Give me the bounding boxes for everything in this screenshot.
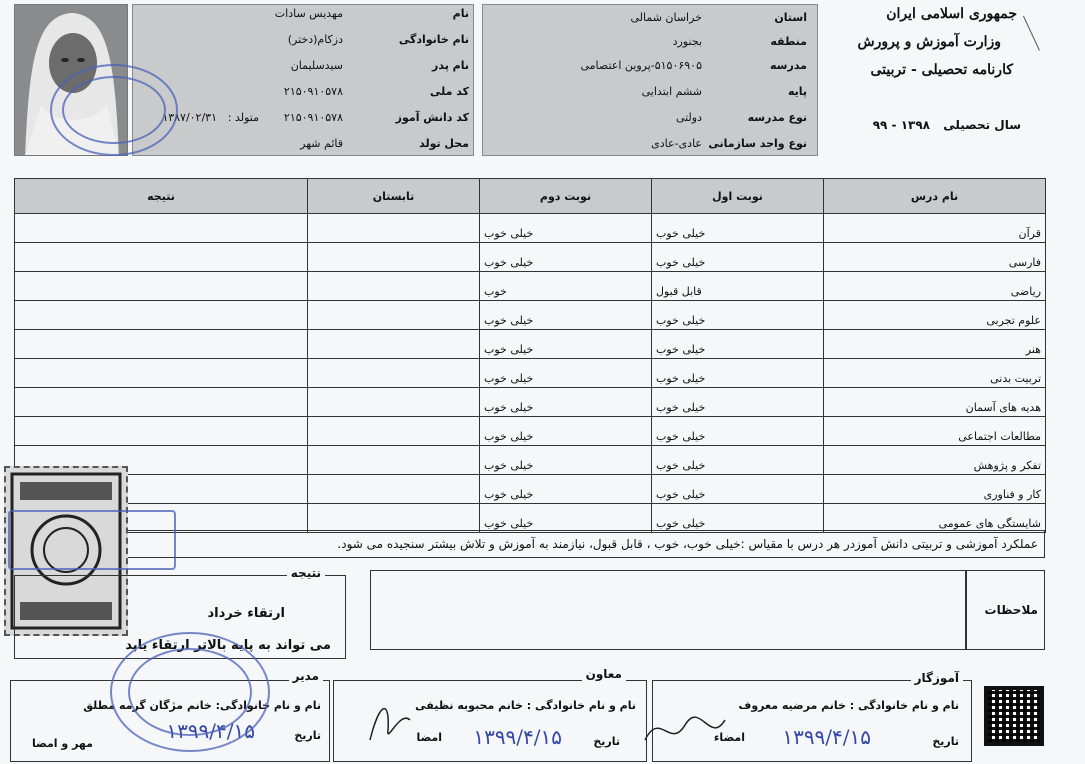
teacher-date-value: ۱۳۹۹/۴/۱۵ (782, 725, 871, 749)
header-result: نتیجه (15, 179, 308, 214)
performance-scale-note: عملکرد آموزشی و تربیتی دانش آموزدر هر درس با مقیاس :خیلی خوب، خوب ، قابل قبول، نیازمند به آموزش و تلاش بیشتر سنجیده می شود. (14, 530, 1045, 558)
unit-type-value: عادی-عادی (651, 137, 702, 150)
term2-cell: خیلی خوب (480, 301, 652, 330)
principal-date-label: تاریخ (294, 729, 321, 742)
term1-cell: خیلی خوب (652, 301, 824, 330)
result-line-1: ارتقاء خرداد (207, 606, 285, 621)
table-row (15, 475, 1046, 504)
subject-cell: فارسی (824, 243, 1046, 272)
result-cell (15, 417, 308, 446)
document-title: کارنامه تحصیلی - تربیتی (870, 62, 1013, 78)
term2-cell: خیلی خوب (480, 388, 652, 417)
deputy-date-value: ۱۳۹۹/۴/۱۵ (473, 725, 562, 749)
result-cell (15, 388, 308, 417)
family-label: نام خانوادگی (398, 33, 469, 46)
remarks-label: ملاحظات (984, 603, 1038, 617)
principal-date-value: ۱۳۹۹/۴/۱۵ (166, 719, 255, 743)
summer-cell (308, 243, 480, 272)
school-year-label: سال تحصیلی (943, 118, 1021, 132)
term2-cell: خوب (480, 272, 652, 301)
result-cell (15, 214, 308, 243)
summer-cell (308, 388, 480, 417)
term2-cell: خیلی خوب (480, 446, 652, 475)
summer-cell (308, 475, 480, 504)
name-label: نام (452, 7, 469, 20)
result-cell (15, 243, 308, 272)
term2-cell: خیلی خوب (480, 214, 652, 243)
subject-cell: مطالعات اجتماعی (824, 417, 1046, 446)
result-line-2: می تواند به پایه بالاتر ارتقاء یابد (125, 638, 331, 653)
school-value: ۵۱۵۰۶۹۰۵-پروین اعتصامی (580, 59, 702, 72)
table-row (15, 388, 1046, 417)
subject-cell: علوم تجربی (824, 301, 1046, 330)
grades-header-row (15, 179, 1046, 214)
term2-cell: خیلی خوب (480, 417, 652, 446)
summer-cell (308, 214, 480, 243)
result-cell (15, 272, 308, 301)
principal-name: نام و نام خانوادگی: خانم مژگان گرمه مطلق (83, 699, 321, 712)
birthplace-value: قائم شهر (300, 137, 343, 150)
term2-cell: خیلی خوب (480, 330, 652, 359)
term2-cell: خیلی خوب (480, 475, 652, 504)
term1-cell: خیلی خوب (652, 475, 824, 504)
term1-cell: خیلی خوب (652, 388, 824, 417)
subject-cell: تفکر و پژوهش (824, 446, 1046, 475)
summer-cell (308, 330, 480, 359)
term2-cell: خیلی خوب (480, 504, 652, 533)
school-type-label: نوع مدرسه (747, 111, 807, 124)
subject-cell: تربیت بدنی (824, 359, 1046, 388)
subject-cell: هنر (824, 330, 1046, 359)
summer-cell (308, 359, 480, 388)
term1-cell: خیلی خوب (652, 359, 824, 388)
term1-cell: خیلی خوب (652, 214, 824, 243)
term2-cell: خیلی خوب (480, 359, 652, 388)
region-value: بجنورد (672, 35, 702, 48)
grade-label: پایه (787, 85, 807, 98)
table-row (15, 301, 1046, 330)
principal-legend: مدیر (289, 669, 323, 683)
province-value: خراسان شمالی (630, 11, 702, 24)
summer-cell (308, 272, 480, 301)
table-row (15, 446, 1046, 475)
summer-cell (308, 446, 480, 475)
deputy-signature-scribble-icon (360, 690, 420, 750)
birth-date-value: ۱۳۸۷/۰۲/۳۱ (162, 111, 217, 124)
student-code-label: کد دانش آموز (395, 111, 469, 124)
header-summer: تابستان (308, 179, 480, 214)
subject-cell: قرآن (824, 214, 1046, 243)
country-title: جمهوری اسلامی ایران (886, 6, 1017, 22)
header-term2: نوبت دوم (480, 179, 652, 214)
principal-sign-label: مهر و امضا (32, 737, 93, 750)
remarks-field (370, 570, 966, 650)
summer-cell (308, 504, 480, 533)
photo-stamp-inner (62, 76, 166, 144)
teacher-signature-scribble-icon (640, 700, 730, 760)
table-row (15, 330, 1046, 359)
birth-label: متولد : (227, 111, 259, 124)
qr-code-icon (984, 686, 1044, 746)
national-id-label: کد ملی (429, 85, 469, 98)
table-row (15, 417, 1046, 446)
header-term1: نوبت اول (652, 179, 824, 214)
subject-cell: شایستگی های عمومی (824, 504, 1046, 533)
deputy-sign-label: امضا (416, 731, 442, 744)
student-code-value: ۲۱۵۰۹۱۰۵۷۸ (283, 111, 343, 124)
table-row (15, 214, 1046, 243)
teacher-sign-label: امضاء (713, 731, 745, 744)
teacher-date-label: تاریخ (932, 735, 959, 748)
grades-table (14, 178, 1046, 533)
region-label: منطقه (770, 35, 807, 48)
term2-cell: خیلی خوب (480, 243, 652, 272)
deputy-date-label: تاریخ (593, 735, 620, 748)
result-cell (15, 330, 308, 359)
national-id-value: ۲۱۵۰۹۱۰۵۷۸ (283, 85, 343, 98)
teacher-name: نام و نام خانوادگی : خانم مرضیه معروف (738, 699, 959, 712)
term1-cell: قابل قبول (652, 272, 824, 301)
corner-mark (1023, 7, 1058, 50)
term1-cell: خیلی خوب (652, 330, 824, 359)
father-label: نام پدر (432, 59, 469, 72)
ministry-title: وزارت آموزش و پرورش (857, 34, 1001, 50)
term1-cell: خیلی خوب (652, 446, 824, 475)
school-label: مدرسه (770, 59, 807, 72)
term1-cell: خیلی خوب (652, 417, 824, 446)
family-value: دزکام(دختر) (287, 33, 343, 46)
result-cell (15, 301, 308, 330)
table-row (15, 359, 1046, 388)
table-row (15, 243, 1046, 272)
principal-stamp-inner (128, 648, 252, 736)
deputy-legend: معاون (582, 667, 626, 681)
father-value: سیدسلیمان (290, 59, 343, 72)
term1-cell: خیلی خوب (652, 243, 824, 272)
subject-cell: ریاضی (824, 272, 1046, 301)
header-subject: نام درس (824, 179, 1046, 214)
subject-cell: هدیه های آسمان (824, 388, 1046, 417)
term1-cell: خیلی خوب (652, 504, 824, 533)
school-type-value: دولتی (675, 111, 702, 124)
name-value: مهدیس سادات (274, 7, 343, 20)
subject-cell: کار و فناوری (824, 475, 1046, 504)
student-info-panel (132, 4, 474, 156)
province-label: استان (774, 11, 807, 24)
unit-type-label: نوع واحد سازمانی (708, 137, 807, 150)
school-year-value: ۹۹ - ۱۳۹۸ (872, 118, 930, 132)
school-info-panel (482, 4, 818, 156)
result-legend: نتیجه (287, 566, 325, 580)
birthplace-label: محل تولد (419, 137, 469, 150)
deputy-name: نام و نام خانوادگی : خانم محبوبه نظیفی (415, 699, 636, 712)
summer-cell (308, 301, 480, 330)
result-cell (15, 359, 308, 388)
summer-cell (308, 417, 480, 446)
table-row (15, 272, 1046, 301)
grade-value: ششم ابتدایی (641, 85, 702, 98)
revenue-stamp-overprint (8, 510, 176, 570)
remarks-label-cell (966, 570, 1045, 650)
teacher-legend: آموزگار (911, 671, 963, 685)
